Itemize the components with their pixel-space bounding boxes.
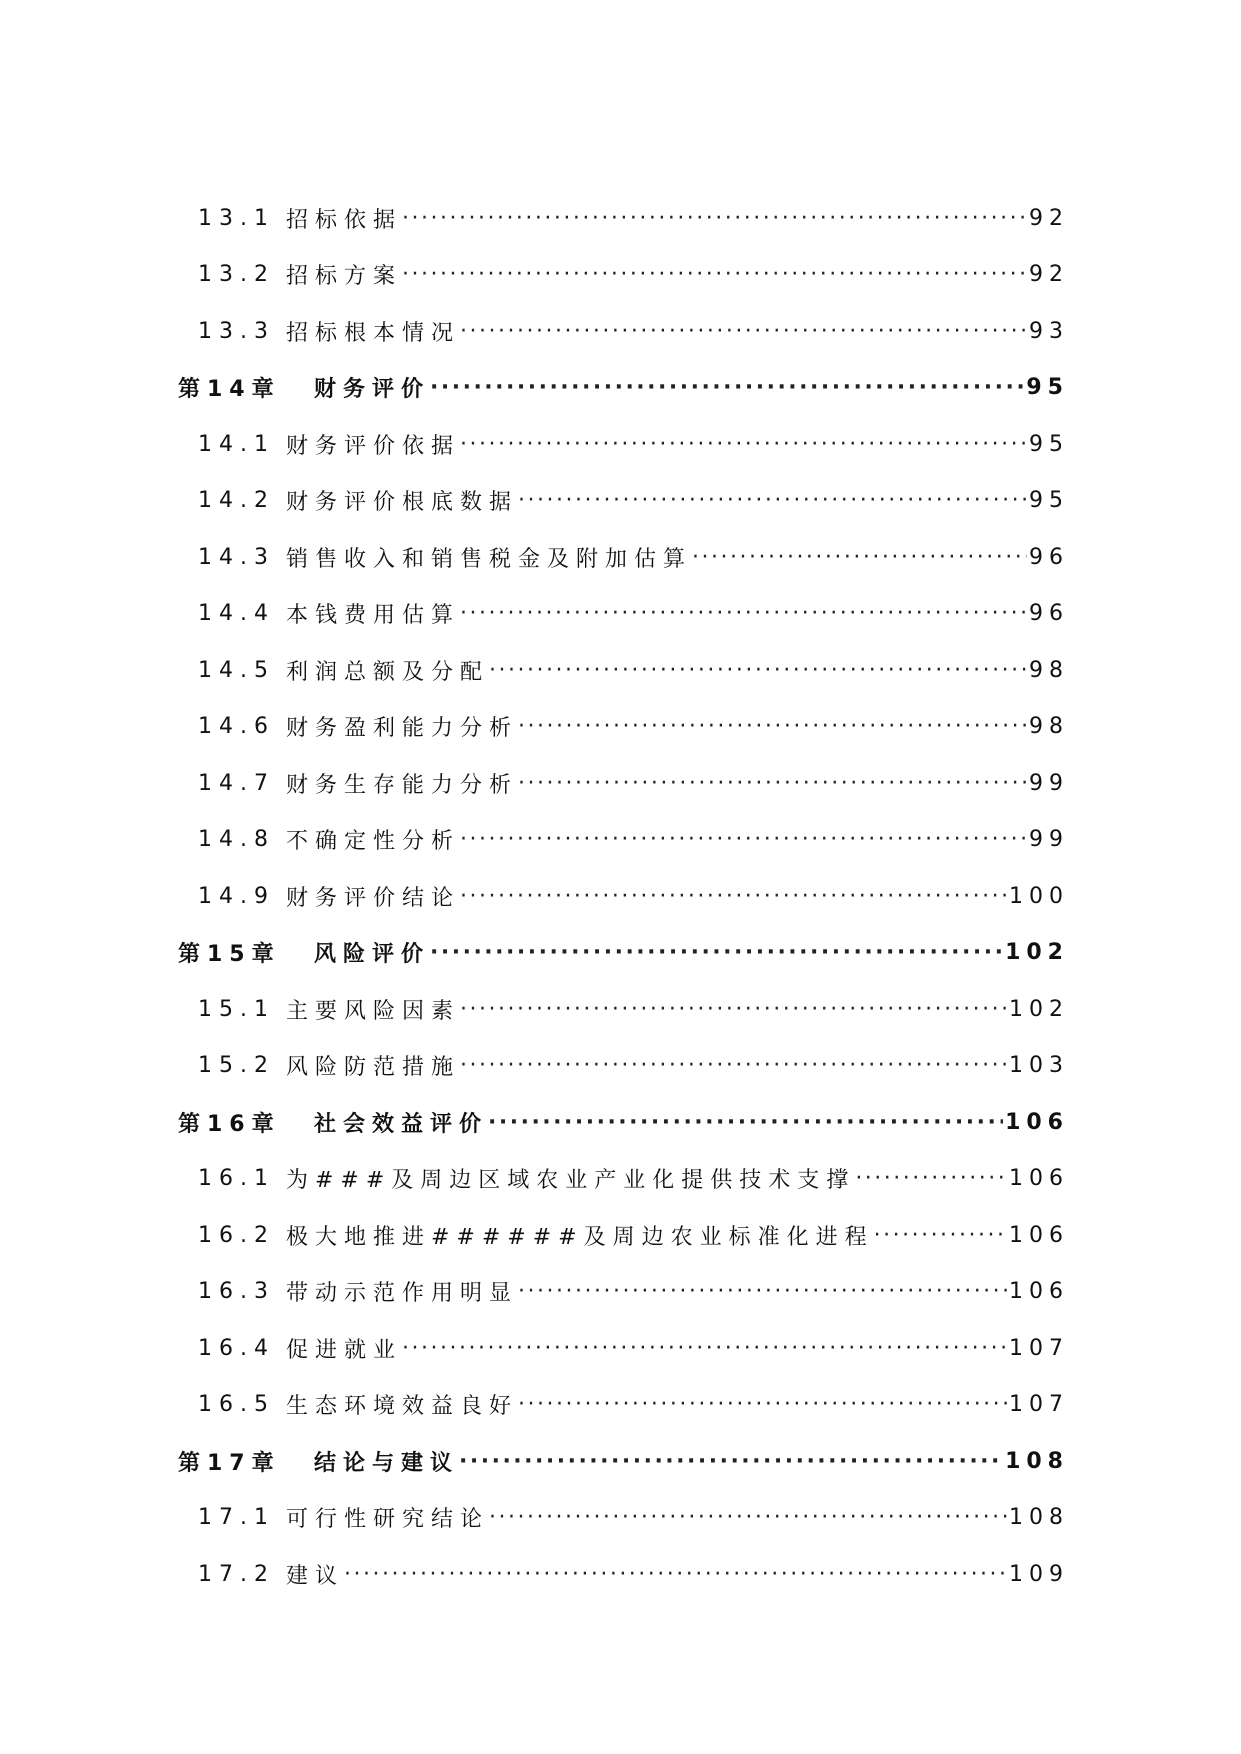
toc-entry-title: 可行性研究结论 (286, 1507, 490, 1533)
toc-entry-number: 16.1 (198, 1166, 275, 1192)
toc-entry-title: 为###及周边区域农业产业化提供技术支撑 (286, 1168, 856, 1194)
toc-entry-number: 16.2 (198, 1222, 275, 1248)
toc-dot-leader (402, 262, 1027, 287)
toc-dot-leader (518, 714, 1027, 739)
toc-section-entry[interactable] (0, 1151, 1241, 1208)
toc-entry-page-number: 98 (1029, 714, 1069, 740)
toc-dot-leader (518, 1279, 1007, 1304)
toc-section-entry[interactable] (0, 586, 1241, 643)
toc-entry-page-number: 103 (1009, 1053, 1069, 1079)
toc-entry-number: 第15章 (178, 942, 281, 968)
toc-section-entry[interactable] (0, 1320, 1241, 1377)
toc-entry-number: 14.8 (198, 827, 275, 853)
toc-entry-title: 销售收入和销售税金及附加估算 (286, 546, 693, 572)
toc-entry-title: 财务评价结论 (286, 885, 461, 911)
toc-entry-page-number: 107 (1009, 1335, 1069, 1361)
toc-entry-title: 财务评价依据 (286, 433, 461, 459)
toc-entry-page-number: 95 (1029, 431, 1069, 457)
toc-entry-title: 风险防范措施 (286, 1055, 461, 1081)
toc-entry-page-number: 99 (1029, 770, 1069, 796)
toc-section-entry[interactable] (0, 303, 1241, 360)
toc-entry-page-number: 106 (1005, 1109, 1069, 1135)
toc-entry-title: 风险评价 (314, 942, 431, 968)
toc-entry-number: 14.9 (198, 883, 275, 909)
toc-chapter-entry[interactable] (0, 1433, 1241, 1490)
toc-entry-number: 14.1 (198, 431, 275, 457)
toc-dot-leader (518, 771, 1027, 796)
toc-dot-leader (518, 1392, 1007, 1417)
toc-dot-leader (344, 1562, 1007, 1587)
toc-entry-page-number: 93 (1029, 318, 1069, 344)
toc-entry-title: 不确定性分析 (286, 829, 461, 855)
toc-entry-number: 16.5 (198, 1392, 275, 1418)
toc-dot-leader (402, 206, 1027, 231)
toc-section-entry[interactable] (0, 1490, 1241, 1547)
toc-dot-leader (459, 1449, 1003, 1474)
toc-entry-page-number: 106 (1009, 1279, 1069, 1305)
toc-dot-leader (855, 1166, 1007, 1191)
toc-entry-number: 14.2 (198, 488, 275, 514)
toc-entry-title: 结论与建议 (314, 1450, 460, 1476)
toc-dot-leader (402, 1336, 1007, 1361)
toc-entry-number: 第14章 (178, 377, 281, 403)
toc-section-entry[interactable] (0, 812, 1241, 869)
toc-entry-title: 社会效益评价 (314, 1111, 489, 1137)
toc-entry-page-number: 96 (1029, 601, 1069, 627)
toc-entry-page-number: 100 (1009, 883, 1069, 909)
toc-entry-number: 16.4 (198, 1335, 275, 1361)
toc-section-entry[interactable] (0, 247, 1241, 304)
toc-dot-leader (460, 827, 1027, 852)
toc-entry-page-number: 102 (1009, 996, 1069, 1022)
toc-section-entry[interactable] (0, 190, 1241, 247)
toc-entry-number: 15.1 (198, 996, 275, 1022)
toc-entry-title: 财务盈利能力分析 (286, 716, 519, 742)
toc-entry-number: 14.4 (198, 601, 275, 627)
toc-chapter-entry[interactable] (0, 360, 1241, 417)
toc-entry-title: 极大地推进######及周边农业标准化进程 (286, 1224, 874, 1250)
toc-entry-number: 17.2 (198, 1561, 275, 1587)
toc-entry-title: 财务生存能力分析 (286, 772, 519, 798)
toc-dot-leader (460, 884, 1007, 909)
toc-dot-leader (460, 997, 1007, 1022)
toc-section-entry[interactable] (0, 1264, 1241, 1321)
toc-entry-number: 第16章 (178, 1111, 281, 1137)
toc-entry-number: 14.5 (198, 657, 275, 683)
toc-entry-number: 14.3 (198, 544, 275, 570)
toc-entry-number: 13.3 (198, 318, 275, 344)
toc-entry-title: 促进就业 (286, 1337, 403, 1363)
toc-dot-leader (488, 1110, 1003, 1135)
toc-entry-title: 主要风险因素 (286, 998, 461, 1024)
toc-entry-number: 17.1 (198, 1505, 275, 1531)
toc-entry-title: 生态环境效益良好 (286, 1394, 519, 1420)
toc-entry-number: 14.7 (198, 770, 275, 796)
toc-dot-leader (460, 1053, 1007, 1078)
toc-dot-leader (460, 319, 1027, 344)
toc-chapter-entry[interactable] (0, 1094, 1241, 1151)
toc-dot-leader (518, 488, 1027, 513)
toc-section-entry[interactable] (0, 699, 1241, 756)
toc-dot-leader (874, 1223, 1007, 1248)
toc-section-entry[interactable] (0, 755, 1241, 812)
toc-dot-leader (460, 432, 1027, 457)
toc-entry-number: 第17章 (178, 1450, 281, 1476)
toc-entry-title: 本钱费用估算 (286, 603, 461, 629)
toc-entry-page-number: 109 (1009, 1561, 1069, 1587)
toc-entry-page-number: 95 (1029, 488, 1069, 514)
toc-entry-page-number: 92 (1029, 262, 1069, 288)
toc-section-entry[interactable] (0, 868, 1241, 925)
toc-section-entry[interactable] (0, 1038, 1241, 1095)
toc-entry-title: 利润总额及分配 (286, 659, 490, 685)
toc-entry-title: 财务评价根底数据 (286, 490, 519, 516)
toc-section-entry[interactable] (0, 981, 1241, 1038)
toc-entry-page-number: 102 (1005, 940, 1069, 966)
toc-section-entry[interactable] (0, 1546, 1241, 1603)
toc-section-entry[interactable] (0, 529, 1241, 586)
toc-dot-leader (460, 601, 1027, 626)
toc-entry-number: 16.3 (198, 1279, 275, 1305)
toc-entry-page-number: 108 (1009, 1505, 1069, 1531)
toc-entry-title: 财务评价 (314, 377, 431, 403)
toc-entry-number: 15.2 (198, 1053, 275, 1079)
toc-entry-page-number: 99 (1029, 827, 1069, 853)
toc-entry-page-number: 96 (1029, 544, 1069, 570)
toc-entry-number: 13.2 (198, 262, 275, 288)
toc-dot-leader (692, 545, 1027, 570)
toc-entry-number: 14.6 (198, 714, 275, 740)
toc-entry-title: 招标根本情况 (286, 320, 461, 346)
table-of-contents (0, 190, 1241, 1603)
toc-section-entry[interactable] (0, 1377, 1241, 1434)
toc-entry-page-number: 106 (1009, 1166, 1069, 1192)
toc-dot-leader (489, 1505, 1007, 1530)
toc-entry-title: 带动示范作用明显 (286, 1281, 519, 1307)
toc-entry-page-number: 106 (1009, 1222, 1069, 1248)
toc-section-entry[interactable] (0, 473, 1241, 530)
toc-dot-leader (489, 658, 1027, 683)
toc-dot-leader (430, 940, 1003, 965)
toc-entry-page-number: 95 (1026, 375, 1069, 401)
toc-section-entry[interactable] (0, 416, 1241, 473)
toc-section-entry[interactable] (0, 642, 1241, 699)
toc-entry-title: 建议 (286, 1563, 345, 1589)
toc-entry-title: 招标依据 (286, 207, 403, 233)
toc-entry-page-number: 92 (1029, 205, 1069, 231)
toc-entry-page-number: 108 (1005, 1448, 1069, 1474)
toc-entry-title: 招标方案 (286, 264, 403, 290)
toc-entry-number: 13.1 (198, 205, 275, 231)
toc-entry-page-number: 107 (1009, 1392, 1069, 1418)
toc-entry-page-number: 98 (1029, 657, 1069, 683)
toc-dot-leader (430, 375, 1024, 400)
toc-section-entry[interactable] (0, 1207, 1241, 1264)
toc-chapter-entry[interactable] (0, 925, 1241, 982)
